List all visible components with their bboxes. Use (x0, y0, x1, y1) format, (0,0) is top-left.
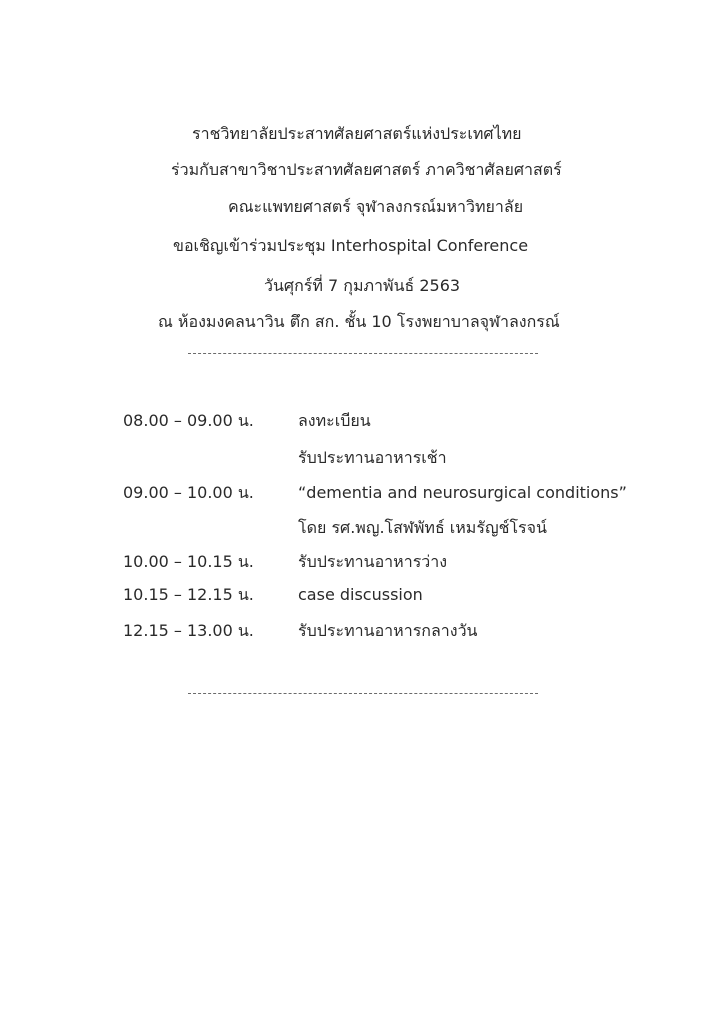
co-organizer-line: ร่วมกับสาขาวิชาประสาทศัลยศาสตร์ ภาควิชาศัลยศาสตร์ (171, 160, 562, 179)
schedule-activity: รับประทานอาหารเช้า (298, 448, 447, 467)
top-dashed-divider (188, 353, 538, 354)
schedule-time: 08.00 – 09.00 น. (123, 411, 254, 430)
schedule-row (0, 441, 725, 475)
organizer-line: ราชวิทยาลัยประสาทศัลยศาสตร์แห่งประเทศไทย (192, 124, 522, 143)
date-line: วันศุกร์ที่ 7 กุมภาพันธ์ 2563 (264, 276, 461, 295)
schedule-time: 09.00 – 10.00 น. (123, 483, 254, 502)
bottom-dashed-divider (188, 693, 538, 694)
schedule-time: 10.00 – 10.15 น. (123, 552, 254, 571)
venue-line: ณ ห้องมงคลนาวิน ตึก สก. ชั้น 10 โรงพยาบาลจุฬาลงกรณ์ (158, 312, 560, 331)
schedule-time: 12.15 – 13.00 น. (123, 621, 254, 640)
invitation-line: ขอเชิญเข้าร่วมประชุม Interhospital Conference (173, 236, 529, 255)
schedule-row (0, 511, 725, 545)
schedule-activity: รับประทานอาหารว่าง (298, 552, 448, 571)
schedule-activity: รับประทานอาหารกลางวัน (298, 621, 478, 640)
schedule-row (0, 404, 725, 438)
schedule-activity: case discussion (298, 585, 423, 604)
faculty-line: คณะแพทยศาสตร์ จุฬาลงกรณ์มหาวิทยาลัย (228, 197, 524, 216)
schedule-activity: ลงทะเบียน (298, 411, 371, 430)
schedule-time: 10.15 – 12.15 น. (123, 585, 254, 604)
schedule-activity: โดย รศ.พญ.โสฬพัทธ์ เหมรัญช์โรจน์ (298, 518, 547, 537)
schedule-row (0, 545, 725, 579)
schedule-row (0, 614, 725, 648)
schedule-row (0, 578, 725, 612)
schedule-activity: “dementia and neurosurgical conditions” (298, 483, 627, 502)
schedule-row (0, 476, 725, 510)
